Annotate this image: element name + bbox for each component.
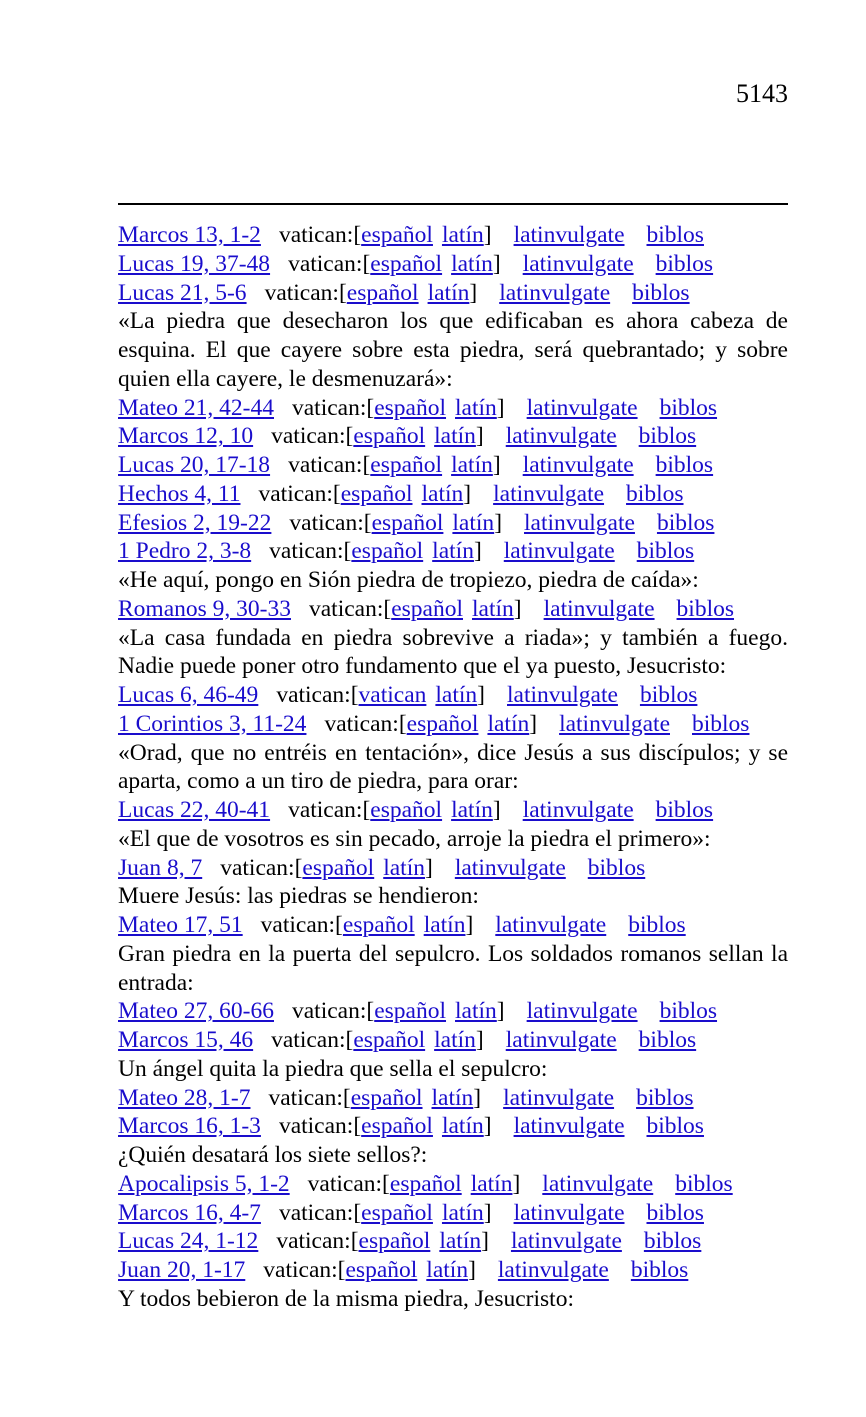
vatican-link-latin[interactable]: latín [452, 509, 495, 536]
reference-line [118, 796, 788, 825]
reference-line [118, 997, 788, 1026]
vatican-link-latin[interactable]: latín [434, 1027, 476, 1053]
vatican-prefix: vatican:[ [292, 394, 375, 421]
vatican-link-spanish[interactable]: español [361, 1199, 433, 1226]
latinvulgate-link[interactable]: latinvulgate [505, 1027, 617, 1053]
vatican-link-latin[interactable]: latín [470, 1170, 513, 1197]
reference-line [118, 710, 788, 739]
page-number: 5143 [736, 79, 788, 108]
vatican-link-spanish[interactable]: español [374, 998, 447, 1025]
latinvulgate-link[interactable]: latinvulgate [513, 222, 625, 248]
latinvulgate-link[interactable]: latinvulgate [507, 682, 618, 708]
vatican-link-latin[interactable]: latín [426, 1257, 469, 1283]
reference-link[interactable]: Lucas 22, 40-41 [118, 797, 271, 823]
reference-link[interactable]: Lucas 20, 17-18 [118, 452, 271, 478]
biblos-link[interactable]: biblos [643, 1228, 702, 1255]
latinvulgate-link[interactable]: latinvulgate [503, 1084, 615, 1111]
vatican-prefix: vatican:[ [324, 710, 407, 737]
paragraph: «He aquí, pongo en Sión piedra de tropiezo, piedra de caída»: [118, 567, 699, 593]
vatican-prefix: vatican:[ [220, 854, 303, 881]
vatican-prefix: vatican:[ [260, 912, 343, 938]
close-bracket: ] [481, 1228, 489, 1255]
biblos-link[interactable]: biblos [639, 682, 698, 708]
vatican-link-spanish[interactable]: español [371, 509, 444, 536]
reference-line [118, 480, 788, 509]
reference-link[interactable]: Marcos 16, 1-3 [118, 1113, 261, 1140]
vatican-prefix: vatican:[ [292, 998, 375, 1025]
biblos-link[interactable]: biblos [692, 710, 750, 737]
vatican-prefix: vatican:[ [288, 452, 371, 478]
vatican-link-spanish[interactable]: español [389, 1170, 462, 1197]
reference-link[interactable]: Marcos 12, 10 [118, 423, 254, 450]
latinvulgate-link[interactable]: latinvulgate [497, 1257, 609, 1283]
header-rule [118, 203, 788, 205]
reference-line [118, 911, 788, 940]
biblos-link[interactable]: biblos [638, 1027, 697, 1053]
latinvulgate-link[interactable]: latinvulgate [454, 854, 566, 881]
close-bracket: ] [465, 912, 474, 938]
reference-link[interactable]: Lucas 19, 37-48 [118, 250, 271, 277]
latinvulgate-link[interactable]: latinvulgate [505, 423, 617, 450]
vatican-link-latin[interactable]: latín [439, 1228, 482, 1255]
vatican-prefix: vatican:[ [278, 222, 362, 248]
close-bracket: ] [425, 854, 433, 881]
reference-link[interactable]: Juan 20, 1-17 [118, 1257, 246, 1283]
reference-line [118, 221, 788, 250]
biblos-link[interactable]: biblos [630, 1257, 689, 1283]
biblos-link[interactable]: biblos [632, 279, 690, 306]
latinvulgate-link[interactable]: latinvulgate [522, 250, 634, 277]
paragraph: Gran piedra en la puerta del sepulcro. Los soldados romanos sellan la entrada: [118, 940, 788, 996]
reference-line [118, 394, 788, 423]
vatican-link-spanish[interactable]: español [340, 480, 413, 507]
close-bracket: ] [492, 797, 501, 823]
vatican-link-spanish[interactable]: español [353, 1027, 426, 1053]
biblos-link[interactable]: biblos [659, 998, 718, 1025]
close-bracket: ] [469, 279, 478, 306]
reference-line [118, 595, 788, 624]
latinvulgate-link[interactable]: latinvulgate [526, 394, 638, 421]
latinvulgate-link[interactable]: latinvulgate [510, 1228, 622, 1255]
vatican-prefix: vatican:[ [308, 595, 392, 622]
vatican-link-spanish[interactable]: español [370, 250, 443, 277]
close-bracket: ] [473, 1084, 482, 1111]
latinvulgate-link[interactable]: latinvulgate [543, 595, 655, 622]
vatican-link-latin[interactable]: latín [435, 682, 478, 708]
close-bracket: ] [496, 998, 505, 1025]
vatican-link-latin[interactable]: latín [427, 279, 470, 306]
biblos-link[interactable]: biblos [628, 912, 686, 938]
reference-line [118, 681, 788, 710]
latinvulgate-link[interactable]: latinvulgate [513, 1113, 625, 1140]
reference-line [118, 1026, 788, 1055]
vatican-link-latin[interactable]: latín [423, 912, 466, 938]
vatican-link-latin[interactable]: latín [432, 538, 474, 565]
close-bracket: ] [492, 250, 501, 277]
reference-link[interactable]: Mateo 28, 1-7 [118, 1084, 251, 1111]
vatican-link-spanish[interactable]: español [302, 854, 375, 881]
close-bracket: ] [492, 452, 501, 478]
vatican-link-latin[interactable]: latín [441, 1113, 484, 1140]
vatican-link-latin[interactable]: latín [431, 1084, 474, 1111]
latinvulgate-link[interactable]: latinvulgate [522, 797, 634, 823]
latinvulgate-link[interactable]: latinvulgate [495, 912, 607, 938]
reference-line [118, 1256, 788, 1285]
vatican-link-latin[interactable]: latín [451, 452, 493, 478]
reference-link[interactable]: Hechos 4, 11 [118, 480, 241, 507]
vatican-link-latin[interactable]: latín [451, 250, 493, 277]
vatican-link-spanish[interactable]: español [345, 1257, 418, 1283]
vatican-prefix: vatican:[ [264, 279, 347, 306]
vatican-prefix: vatican:[ [269, 538, 352, 565]
vatican-link-latin[interactable]: latín [455, 394, 497, 421]
vatican-prefix: vatican:[ [271, 1027, 354, 1053]
vatican-link-latin[interactable]: latín [487, 710, 530, 737]
close-bracket: ] [496, 394, 505, 421]
paragraph: «La piedra que desecharon los que edificaban es ahora cabeza de esquina. El que cayere sobre esta piedra, será quebrantado; y sobre quien ella cayere, le desmenuzará»: [118, 308, 788, 392]
vatican-link-latin[interactable]: latín [383, 854, 425, 881]
vatican-prefix: vatican:[ [289, 509, 372, 536]
vatican-prefix: vatican:[ [276, 682, 359, 708]
reference-link[interactable]: Lucas 6, 46-49 [118, 682, 259, 708]
vatican-link-spanish[interactable]: español [391, 595, 463, 622]
biblos-link[interactable]: biblos [676, 595, 735, 622]
reference-line [118, 1112, 788, 1141]
reference-link[interactable]: Lucas 21, 5-6 [118, 279, 247, 306]
close-bracket: ] [477, 682, 485, 708]
reference-link[interactable]: Marcos 15, 46 [118, 1027, 254, 1053]
vatican-link-latin[interactable]: latín [421, 480, 464, 507]
reference-link[interactable]: Marcos 13, 1-2 [118, 222, 261, 248]
vatican-prefix: vatican:[ [288, 797, 371, 823]
vatican-link-spanish[interactable]: español [361, 222, 433, 248]
close-bracket: ] [463, 480, 472, 507]
vatican-link-spanish[interactable]: español [346, 279, 419, 306]
paragraph: «Orad, que no entréis en tentación», dice Jesús a sus discípulos; y se aparta, como a un tiro de piedra, para orar: [118, 739, 788, 795]
paragraph: «La casa fundada en piedra sobrevive a riada»; y también a fuego. Nadie puede poner otro fundamento que el ya puesto, Jesucristo: [118, 624, 788, 680]
biblos-link[interactable]: biblos [636, 1084, 694, 1111]
vatican-link-spanish[interactable]: español [342, 912, 415, 938]
latinvulgate-link[interactable]: latinvulgate [503, 538, 615, 565]
paragraph: «El que de vosotros es sin pecado, arroje la piedra el primero»: [118, 825, 711, 852]
biblos-link[interactable]: biblos [655, 250, 714, 277]
reference-line [118, 1227, 788, 1256]
reference-line [118, 1170, 788, 1199]
reference-line [118, 422, 788, 451]
biblos-link[interactable]: biblos [659, 394, 718, 421]
vatican-link-latin[interactable]: latín [441, 1199, 484, 1226]
paragraph: ¿Quién desatará los siete sellos?: [118, 1142, 428, 1168]
page-content [118, 221, 788, 1314]
latinvulgate-link[interactable]: latinvulgate [493, 480, 605, 507]
vatican-prefix: vatican:[ [307, 1170, 390, 1197]
reference-link[interactable]: 1 Corintios 3, 11-24 [118, 710, 307, 737]
vatican-link-latin[interactable]: latín [441, 222, 484, 248]
vatican-link-latin[interactable]: latín [451, 797, 493, 823]
close-bracket: ] [513, 595, 522, 622]
reference-line [118, 1084, 788, 1113]
close-bracket: ] [494, 509, 503, 536]
vatican-prefix: vatican:[ [288, 250, 371, 277]
reference-link[interactable]: Mateo 17, 51 [118, 912, 243, 938]
vatican-link-latin[interactable]: latín [455, 998, 497, 1025]
close-bracket: ] [529, 710, 538, 737]
biblos-link[interactable]: biblos [646, 222, 704, 248]
reference-line [118, 279, 788, 308]
vatican-link-spanish[interactable]: español [406, 710, 479, 737]
vatican-link-spanish[interactable]: vatican [358, 682, 427, 708]
close-bracket: ] [483, 222, 492, 248]
latinvulgate-link[interactable]: latinvulgate [524, 509, 635, 536]
biblos-link[interactable]: biblos [638, 423, 697, 450]
paragraph: Y todos bebieron de la misma piedra, Jesucristo: [118, 1285, 574, 1312]
vatican-link-spanish[interactable]: español [370, 797, 443, 823]
biblos-link[interactable]: biblos [655, 452, 714, 478]
paragraph: Muere Jesús: las piedras se hendieron: [118, 883, 479, 910]
vatican-link-spanish[interactable]: español [351, 538, 424, 565]
latinvulgate-link[interactable]: latinvulgate [559, 710, 670, 737]
latinvulgate-link[interactable]: latinvulgate [526, 998, 638, 1025]
biblos-link[interactable]: biblos [587, 854, 646, 881]
vatican-prefix: vatican:[ [268, 1084, 351, 1111]
close-bracket: ] [473, 538, 482, 565]
vatican-prefix: vatican:[ [271, 423, 354, 450]
vatican-link-spanish[interactable]: español [374, 394, 447, 421]
reference-link[interactable]: Juan 8, 7 [118, 854, 203, 881]
biblos-link[interactable]: biblos [655, 797, 714, 823]
close-bracket: ] [475, 423, 484, 450]
reference-line [118, 1199, 788, 1228]
reference-line [118, 250, 788, 279]
biblos-link[interactable]: biblos [626, 480, 684, 507]
paragraph: Un ángel quita la piedra que sella el sepulcro: [118, 1055, 548, 1082]
latinvulgate-link[interactable]: latinvulgate [542, 1170, 654, 1197]
biblos-link[interactable]: biblos [675, 1170, 733, 1197]
vatican-link-spanish[interactable]: español [350, 1084, 423, 1111]
vatican-prefix: vatican:[ [278, 1199, 362, 1226]
vatican-link-spanish[interactable]: español [361, 1113, 433, 1140]
biblos-link[interactable]: biblos [636, 538, 695, 565]
biblos-link[interactable]: biblos [646, 1113, 704, 1140]
latinvulgate-link[interactable]: latinvulgate [522, 452, 634, 478]
reference-link[interactable]: Lucas 24, 1-12 [118, 1228, 259, 1255]
vatican-link-spanish[interactable]: español [358, 1228, 431, 1255]
latinvulgate-link[interactable]: latinvulgate [513, 1199, 625, 1226]
close-bracket: ] [483, 1113, 492, 1140]
reference-link[interactable]: 1 Pedro 2, 3-8 [118, 538, 252, 565]
reference-link[interactable]: Mateo 21, 42-44 [118, 394, 274, 421]
reference-line [118, 854, 788, 883]
biblos-link[interactable]: biblos [656, 509, 715, 536]
vatican-prefix: vatican:[ [276, 1228, 359, 1255]
latinvulgate-link[interactable]: latinvulgate [499, 279, 611, 306]
close-bracket: ] [512, 1170, 521, 1197]
biblos-link[interactable]: biblos [646, 1199, 704, 1226]
reference-line [118, 537, 788, 566]
close-bracket: ] [468, 1257, 476, 1283]
vatican-prefix: vatican:[ [278, 1113, 362, 1140]
close-bracket: ] [483, 1199, 492, 1226]
reference-link[interactable]: Romanos 9, 30-33 [118, 595, 291, 622]
vatican-prefix: vatican:[ [263, 1257, 346, 1283]
vatican-link-spanish[interactable]: español [370, 452, 443, 478]
vatican-prefix: vatican:[ [258, 480, 341, 507]
close-bracket: ] [475, 1027, 484, 1053]
vatican-link-spanish[interactable]: español [353, 423, 426, 450]
reference-link[interactable]: Marcos 16, 4-7 [118, 1199, 261, 1226]
reference-link[interactable]: Apocalipsis 5, 1-2 [118, 1170, 290, 1197]
vatican-link-latin[interactable]: latín [472, 595, 514, 622]
vatican-link-latin[interactable]: latín [434, 423, 476, 450]
reference-link[interactable]: Efesios 2, 19-22 [118, 509, 272, 536]
reference-line [118, 451, 788, 480]
reference-link[interactable]: Mateo 27, 60-66 [118, 998, 274, 1025]
reference-line [118, 509, 788, 538]
